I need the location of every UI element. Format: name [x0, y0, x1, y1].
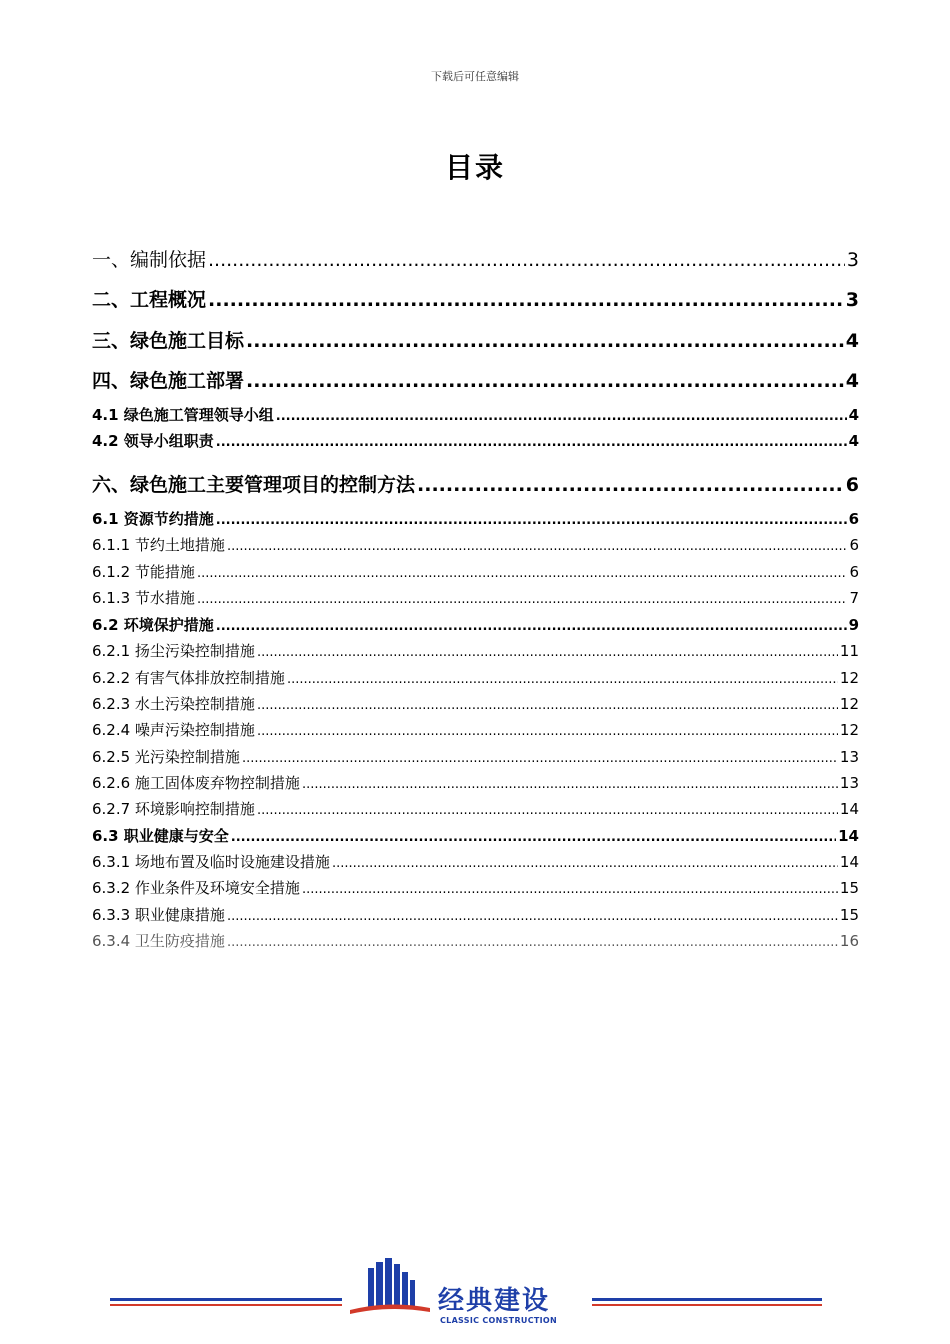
toc-leader-dots: [227, 932, 838, 950]
toc-page-number: 12: [839, 695, 859, 713]
toc-leader-dots: [257, 642, 838, 660]
toc-entry-title: 四、绿色施工部署: [92, 370, 245, 392]
toc-page-number: 13: [839, 748, 859, 766]
toc-page-number: 15: [839, 879, 859, 897]
toc-page-number: 14: [839, 853, 859, 871]
toc-entry[interactable]: [92, 904, 859, 925]
toc-leader-dots: [276, 406, 847, 424]
toc-entry[interactable]: [92, 561, 859, 582]
toc-leader-dots: [216, 616, 847, 634]
toc-entry-title: 6.1.3 节水措施: [92, 589, 195, 607]
toc-leader-dots: [302, 774, 838, 792]
toc-entry-title: 6.3 职业健康与安全: [92, 827, 229, 845]
logo-text: 经典建设: [438, 1286, 551, 1316]
toc-leader-dots: [242, 748, 838, 766]
toc-leader-dots: [197, 563, 848, 581]
logo-subtitle: CLASSIC CONSTRUCTION: [440, 1316, 557, 1325]
toc-entry-title: 6.1.2 节能措施: [92, 563, 195, 581]
toc-entry[interactable]: [92, 825, 859, 846]
toc-entry[interactable]: [92, 430, 859, 451]
toc-page-number: 6: [849, 536, 859, 554]
toc-entry-title: 6.2.2 有害气体排放控制措施: [92, 669, 285, 687]
toc-page-number: 3: [846, 249, 859, 271]
toc-entry[interactable]: [92, 534, 859, 555]
toc-entry-title: 6.1.1 节约土地措施: [92, 536, 225, 554]
toc-entry-title: 6.2.4 噪声污染控制措施: [92, 721, 255, 739]
toc-entry[interactable]: [92, 877, 859, 898]
toc-entry[interactable]: [92, 326, 859, 353]
toc-entry-title: 三、绿色施工目标: [92, 330, 245, 352]
toc-leader-dots: [216, 510, 847, 528]
toc-page-number: 4: [848, 406, 859, 424]
toc-leader-dots: [332, 853, 838, 871]
toc-entry[interactable]: [92, 851, 859, 872]
toc-entry-title: 6.3.1 场地布置及临时设施建设措施: [92, 853, 330, 871]
toc-leader-dots: [208, 289, 844, 311]
toc-leader-dots: [417, 474, 844, 496]
toc-entry-title: 6.2.3 水土污染控制措施: [92, 695, 255, 713]
toc-page-number: 12: [839, 669, 859, 687]
toc-page-number: 4: [845, 370, 859, 392]
toc-entry[interactable]: [92, 693, 859, 714]
toc-entry[interactable]: [92, 719, 859, 740]
toc-leader-dots: [287, 669, 838, 687]
toc-entry-title: 6.2 环境保护措施: [92, 616, 214, 634]
toc-page-number: 7: [849, 589, 859, 607]
toc-entry-title: 六、绿色施工主要管理项目的控制方法: [92, 474, 416, 496]
toc-page-number: 9: [848, 616, 859, 634]
toc-entry[interactable]: [92, 404, 859, 425]
toc-page-number: 14: [838, 827, 859, 845]
toc-entry[interactable]: [92, 640, 859, 661]
toc-page-number: 11: [839, 642, 859, 660]
toc-leader-dots: [257, 695, 838, 713]
toc-entry-title: 4.1 绿色施工管理领导小组: [92, 406, 274, 424]
toc-entry[interactable]: [92, 930, 859, 951]
toc-leader-dots: [246, 370, 844, 392]
toc-entry-title: 4.2 领导小组职责: [92, 432, 214, 450]
toc-leader-dots: [227, 906, 838, 924]
toc-page-number: 4: [845, 330, 859, 352]
toc-page-number: 6: [849, 563, 859, 581]
toc-leader-dots: [208, 249, 845, 271]
toc-entry-title: 6.3.4 卫生防疫措施: [92, 932, 225, 950]
toc-entry[interactable]: [92, 245, 859, 272]
toc-entry-title: 6.2.6 施工固体废弃物控制措施: [92, 774, 300, 792]
toc-page-number: 16: [839, 932, 859, 950]
toc-entry[interactable]: [92, 667, 859, 688]
toc-entry[interactable]: [92, 366, 859, 393]
toc-entry-title: 6.3.3 职业健康措施: [92, 906, 225, 924]
toc-entry[interactable]: [92, 798, 859, 819]
toc-page-number: 4: [848, 432, 859, 450]
toc-page-number: 12: [839, 721, 859, 739]
toc-leader-dots: [227, 536, 848, 554]
toc-entry-title: 6.2.1 扬尘污染控制措施: [92, 642, 255, 660]
toc-leader-dots: [216, 432, 847, 450]
page-footer: [0, 1258, 950, 1338]
toc-entry-title: 6.3.2 作业条件及环境安全措施: [92, 879, 300, 897]
toc-leader-dots: [257, 800, 838, 818]
toc-entry-title: 6.1 资源节约措施: [92, 510, 214, 528]
toc-leader-dots: [302, 879, 838, 897]
toc-page-number: 6: [845, 474, 859, 496]
toc-leader-dots: [257, 721, 838, 739]
toc-entry-title: 二、工程概况: [92, 289, 207, 311]
toc-entry[interactable]: [92, 285, 859, 312]
toc-entry[interactable]: [92, 508, 859, 529]
toc-entry-title: 6.2.7 环境影响控制措施: [92, 800, 255, 818]
toc-leader-dots: [246, 330, 844, 352]
toc-entry[interactable]: [92, 746, 859, 767]
toc-entry[interactable]: [92, 587, 859, 608]
toc-entry-title: 6.2.5 光污染控制措施: [92, 748, 240, 766]
toc-page-number: 3: [845, 289, 859, 311]
toc-page-number: 14: [839, 800, 859, 818]
toc-leader-dots: [197, 589, 848, 607]
toc-page-number: 13: [839, 774, 859, 792]
toc-leader-dots: [231, 827, 836, 845]
page-title: 目录: [444, 151, 505, 184]
toc-page-number: 6: [848, 510, 859, 528]
toc-entry[interactable]: [92, 470, 859, 497]
toc-entry[interactable]: [92, 614, 859, 635]
toc-entry-title: 一、编制依据: [92, 249, 207, 271]
toc-entry[interactable]: [92, 772, 859, 793]
toc-page-number: 15: [839, 906, 859, 924]
page-header: 下载后可任意编辑: [431, 70, 519, 83]
